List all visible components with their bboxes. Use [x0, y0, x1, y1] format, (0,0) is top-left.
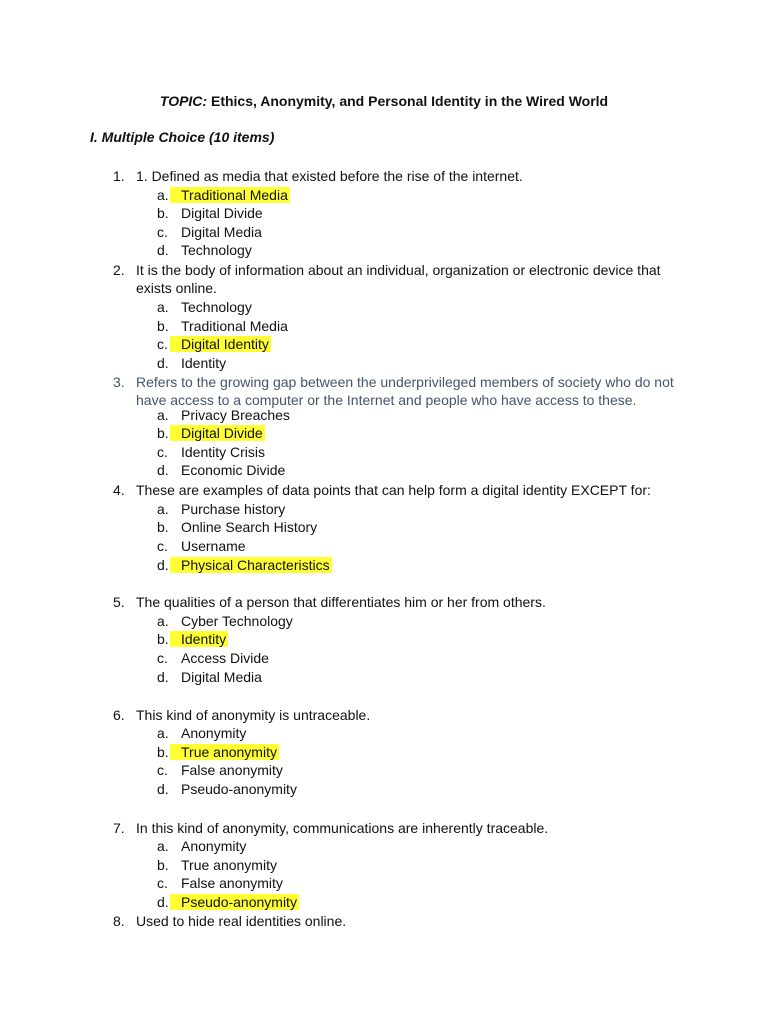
option-letter: b. [157, 857, 169, 873]
option-text: Economic Divide [181, 462, 286, 478]
answer-option [0, 649, 768, 667]
option-letter: a. [157, 725, 169, 741]
title-text: Ethics, Anonymity, and Personal Identity in the Wired World [207, 93, 609, 109]
question-number: 1. [113, 168, 125, 184]
answer-option [0, 443, 768, 461]
answer-option [0, 612, 768, 630]
option-text: Digital Media [181, 224, 262, 240]
answer-option [0, 186, 768, 204]
option-text: Online Search History [181, 519, 318, 535]
highlighted-answer: Digital Divide [181, 425, 263, 441]
option-letter: d. [157, 781, 169, 797]
option-letter: d. [157, 242, 169, 258]
page-title [0, 91, 768, 111]
question-text: This kind of anonymity is untraceable. [136, 707, 371, 723]
highlighted-answer: Traditional Media [181, 187, 288, 203]
option-letter: c. [157, 224, 168, 240]
option-text: Traditional Media [181, 318, 288, 334]
option-text: Access Divide [181, 650, 269, 666]
answer-option [0, 317, 768, 335]
answer-option [0, 204, 768, 222]
option-text: True anonymity [181, 857, 277, 873]
answer-option [0, 630, 768, 648]
option-text: Anonymity [181, 725, 247, 741]
answer-option [0, 743, 768, 761]
option-text: Identity [181, 355, 227, 371]
option-letter: c. [157, 875, 168, 891]
option-text: Identity Crisis [181, 444, 266, 460]
answer-option [0, 537, 768, 555]
question-number: 2. [113, 262, 125, 278]
option-letter: b. [157, 519, 169, 535]
option-letter: c. [157, 336, 168, 352]
question-number: 3. [113, 374, 125, 390]
option-letter: a. [157, 613, 169, 629]
answer-option [0, 461, 768, 479]
option-text: False anonymity [181, 762, 283, 778]
option-letter: d. [157, 669, 169, 685]
question-number: 8. [113, 913, 125, 929]
option-text: Cyber Technology [181, 613, 293, 629]
option-text: Digital Divide [181, 205, 263, 221]
option-text: Digital Media [181, 669, 262, 685]
answer-option [0, 298, 768, 316]
answer-option [0, 406, 768, 424]
option-letter: d. [157, 462, 169, 478]
option-text: False anonymity [181, 875, 283, 891]
option-letter: a. [157, 407, 169, 423]
answer-option [0, 223, 768, 241]
question-text: These are examples of data points that can help form a digital identity EXCEPT for: [136, 482, 651, 498]
option-letter: a. [157, 838, 169, 854]
option-letter: b. [157, 318, 169, 334]
option-letter: c. [157, 444, 168, 460]
question-number: 6. [113, 707, 125, 723]
option-letter: c. [157, 762, 168, 778]
option-letter: b. [157, 631, 169, 647]
question-text: 1. Defined as media that existed before the rise of the internet. [136, 168, 523, 184]
option-letter: d. [157, 557, 169, 573]
question-text: It is the body of information about an individual, organization or electronic device that exists online. [136, 262, 661, 296]
option-text: Technology [181, 242, 252, 258]
highlighted-answer: Digital Identity [181, 336, 269, 352]
option-text: Purchase history [181, 501, 286, 517]
answer-option [0, 837, 768, 855]
highlighted-answer: Pseudo-anonymity [181, 894, 297, 910]
highlighted-answer: True anonymity [181, 744, 277, 760]
answer-option [0, 856, 768, 874]
answer-option [0, 354, 768, 372]
answer-option [0, 668, 768, 686]
answer-option [0, 874, 768, 892]
answer-option [0, 780, 768, 798]
answer-option [0, 518, 768, 536]
option-letter: a. [157, 299, 169, 315]
option-text: Username [181, 538, 246, 554]
option-text: Privacy Breaches [181, 407, 290, 423]
answer-option [0, 556, 768, 574]
answer-option [0, 241, 768, 259]
question-text: In this kind of anonymity, communications are inherently traceable. [136, 820, 549, 836]
option-letter: a. [157, 501, 169, 517]
option-letter: d. [157, 355, 169, 371]
option-letter: c. [157, 538, 168, 554]
option-letter: d. [157, 894, 169, 910]
question-number: 7. [113, 820, 125, 836]
question-text: The qualities of a person that differentiates him or her from others. [136, 594, 546, 610]
highlighted-answer: Physical Characteristics [181, 557, 330, 573]
answer-option [0, 724, 768, 742]
title-lead: TOPIC: [159, 93, 208, 109]
question-number: 5. [113, 594, 125, 610]
option-letter: a. [157, 187, 169, 203]
question-text: Refers to the growing gap between the underprivileged members of society who do not have access to a computer or the Internet and people who have access to these. [136, 374, 674, 408]
question-text: Used to hide real identities online. [136, 913, 347, 929]
answer-option [0, 424, 768, 442]
option-text: Pseudo-anonymity [181, 781, 297, 797]
answer-option [0, 761, 768, 779]
answer-option [0, 893, 768, 911]
option-text: Technology [181, 299, 252, 315]
option-letter: c. [157, 650, 168, 666]
option-letter: b. [157, 205, 169, 221]
highlighted-answer: Identity [181, 631, 227, 647]
answer-option [0, 335, 768, 353]
section-heading: I. Multiple Choice (10 items) [90, 129, 275, 145]
option-letter: b. [157, 425, 169, 441]
question-number: 4. [113, 482, 125, 498]
answer-option [0, 500, 768, 518]
option-text: Anonymity [181, 838, 247, 854]
option-letter: b. [157, 744, 169, 760]
